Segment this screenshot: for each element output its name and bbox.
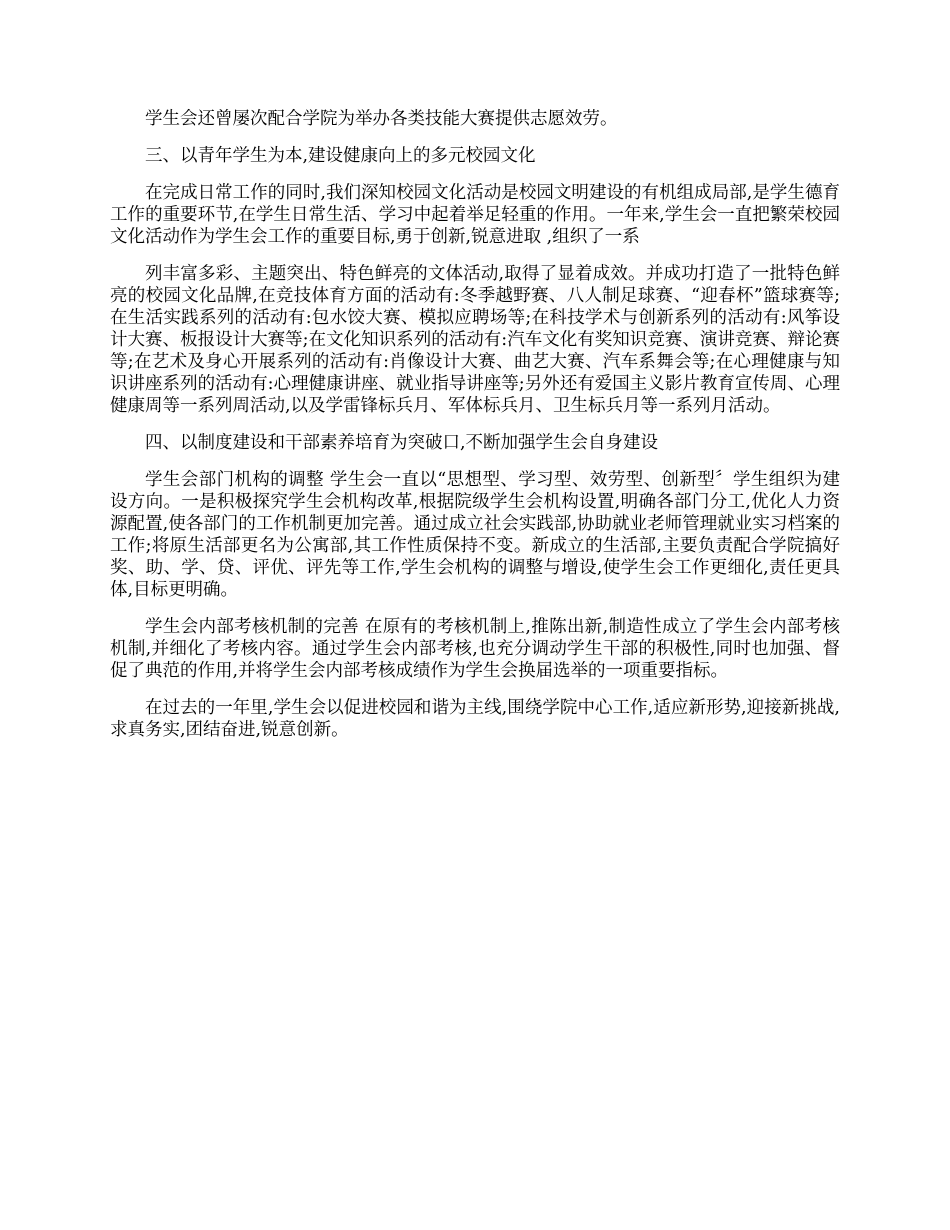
document-body (110, 108, 840, 756)
paragraph-conclusion: 在过去的一年里,学生会以促进校园和谐为主线,围绕学院中心工作,适应新形势,迎接新挑战,求真务实,团结奋进,锐意创新。 (110, 698, 840, 740)
paragraph-assessment-mechanism: 学生会内部考核机制的完善 在原有的考核机制上,推陈出新,制造性成立了学生会内部考核机制,并细化了考核内容。通过学生会内部考核,也充分调动学生干部的积极性,同时也加强、督促了典范的作用,并将学生会内部考核成绩作为学生会换届选举的一项重要指标。 (110, 617, 840, 681)
paragraph-department-adjustment: 学生会部门机构的调整 学生会一直以“思想型、学习型、效劳型、创新型〞学生组织为建设方向。一是积极探究学生会机构改革,根据院级学生会机构设置,明确各部门分工,优化人力资源配置,使各部门的工作机制更加完善。通过成立社会实践部,协助就业老师管理就业实习档案的工作;将原生活部更名为公寓部,其工作性质保持不变。新成立的生活部,主要负责配合学院搞好奖、助、学、贷、评优、评先等工作,学生会机构的调整与增设,使学生会工作更细化,责任更具体,目标更明确。 (110, 470, 840, 600)
paragraph-campus-activities: 列丰富多彩、主题突出、特色鲜亮的文体活动,取得了显着成效。并成功打造了一批特色鲜亮的校园文化品牌,在竞技体育方面的活动有:冬季越野赛、八人制足球赛、“迎春杯”篮球赛等;在生活实践系列的活动有:包水饺大赛、模拟应聘场等;在科技学术与创新系列的活动有:风筝设计大赛、板报设计大赛等;在文化知识系列的活动有:汽车文化有奖知识竞赛、演讲竞赛、辩论赛等;在艺术及身心开展系列的活动有:肖像设计大赛、曲艺大赛、汽车系舞会等;在心理健康与知识讲座系列的活动有:心理健康讲座、就业指导讲座等;另外还有爱国主义影片教育宣传周、心理健康周等一系列周活动,以及学雷锋标兵月、军体标兵月、卫生标兵月等一系列月活动。 (110, 264, 840, 416)
paragraph-volunteer-service: 学生会还曾屡次配合学院为举办各类技能大赛提供志愿效劳。 (145, 109, 618, 129)
section-heading-self-construction: 四、以制度建设和干部素养培育为突破口,不断加强学生会自身建设 (145, 433, 659, 453)
paragraph-campus-culture-intro: 在完成日常工作的同时,我们深知校园文化活动是校园文明建设的有机组成局部,是学生德育工作的重要环节,在学生日常生活、学习中起着举足轻重的作用。一年来,学生会一直把繁荣校园文化活动作为学生会工作的重要目标,勇于创新,锐意进取 ,组织了一系 (110, 183, 840, 247)
section-heading-campus-culture: 三、以青年学生为本,建设健康向上的多元校园文化 (145, 146, 536, 166)
